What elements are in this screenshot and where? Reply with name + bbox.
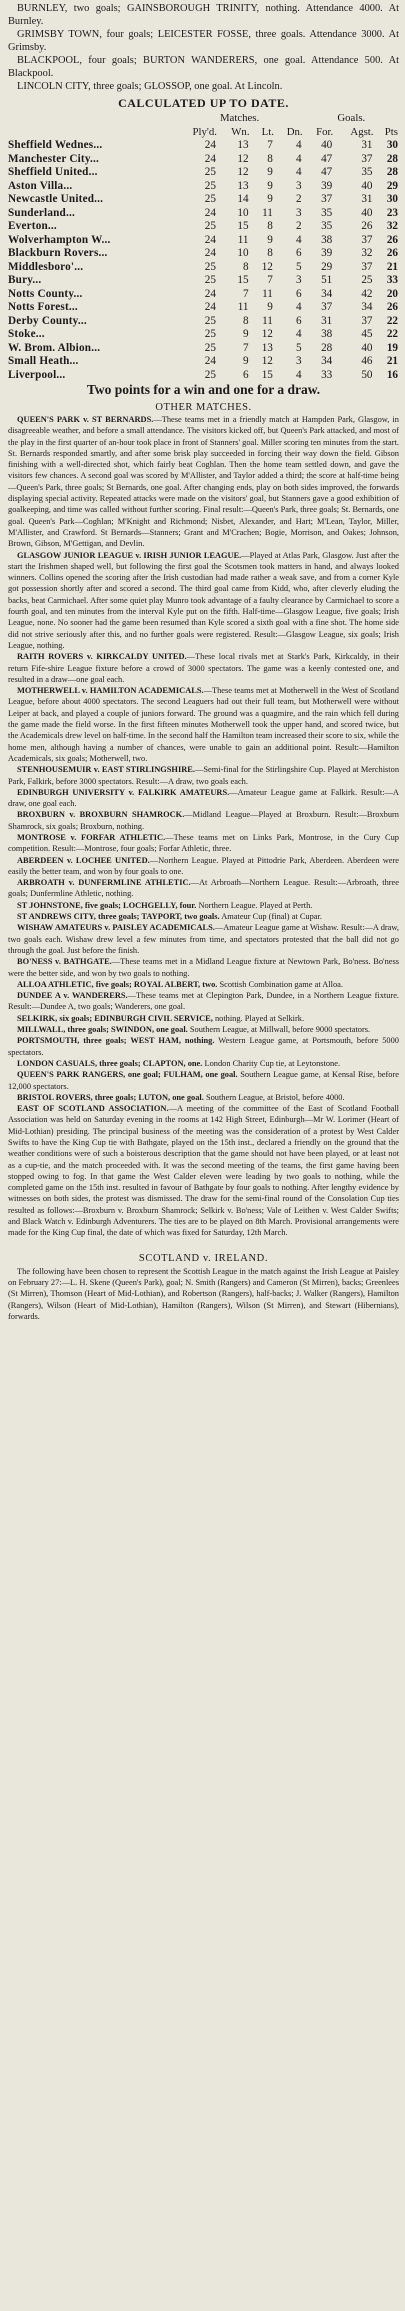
team-name: Sheffield United... (8, 166, 98, 178)
table-row (8, 234, 399, 248)
stat-cell: 47 (321, 166, 333, 178)
table-row (8, 153, 399, 167)
column-header: Pts (384, 125, 398, 138)
match-report-text: Scottish Combination game at Alloa. (217, 979, 343, 989)
match-report-text: Southern League, at Bristol, before 4000. (203, 1092, 345, 1102)
stat-cell: 4 (296, 166, 302, 178)
stat-cell: 15 (237, 274, 249, 286)
stat-cell: 6 (242, 368, 249, 381)
stat-cell: 2 (296, 220, 302, 232)
match-report-lead: MONTROSE v. FORFAR ATHLETIC. (17, 832, 166, 842)
stat-cell: 25 (204, 220, 216, 232)
match-report-text: —These local rivals met at Stark's Park, Kirkcaldy, in their return Fife-shire League fixture before a crowd of 3000 spectators. The game was a keenly contested one, and resulted in a draw—one goal each. (8, 652, 399, 684)
stat-cell: 35 (321, 220, 333, 232)
stat-cell: 9 (242, 355, 249, 367)
stat-cell: 31 (321, 314, 333, 327)
stat-cell: 7 (267, 139, 273, 151)
table-row (8, 288, 399, 302)
match-report-text: —These teams met at Clepington Park, Dundee, in a Northern League fixture. Result:—Dundee A, two goals; Wanderers, one goal. (8, 991, 400, 1012)
stat-cell: 9 (267, 233, 273, 246)
stat-cell: 6 (296, 314, 302, 327)
stat-cell: 11 (262, 314, 273, 327)
result-line: BLACKPOOL, four goals; BURTON WANDERERS, one goal. Attendance 500. At Blackpool. (8, 55, 399, 79)
team-name: W. Brom. Albion... (8, 341, 101, 354)
stat-cell: 4 (296, 301, 302, 313)
stat-cell: 31 (361, 193, 373, 205)
match-report-lead: ST JOHNSTONE, five goals; LOCHGELLY, four. (17, 900, 197, 910)
stat-cell: 34 (321, 355, 333, 367)
match-report-text: —Amateur League game at Wishaw. Result:—A draw, two goals each. Wishaw drew level a few minutes from time, and spectators protested that the ball did not go through the goal. Just before the finish. (8, 923, 399, 955)
stat-cell: 4 (296, 152, 302, 165)
stat-cell: 6 (296, 287, 302, 300)
match-report (8, 1024, 399, 1035)
team-name: Aston Villa... (8, 179, 73, 192)
points-cell: 19 (386, 341, 398, 354)
stat-cell: 3 (296, 206, 302, 219)
stat-cell: 24 (204, 301, 216, 313)
match-report-lead: ALLOA ATHLETIC, five goals; ROYAL ALBERT, two. (17, 979, 218, 989)
table-row (8, 166, 399, 180)
match-report-lead: RAITH ROVERS v. KIRKCALDY UNITED. (17, 652, 187, 662)
stat-cell: 39 (321, 179, 333, 192)
match-report (8, 956, 399, 979)
stat-cell: 12 (261, 328, 273, 340)
match-report (8, 855, 399, 878)
match-report-lead: QUEEN'S PARK RANGERS, one goal; FULHAM, one goal. (17, 1070, 238, 1080)
stat-cell: 12 (261, 355, 273, 367)
team-name: Wolverhampton W... (8, 233, 111, 246)
match-report (8, 1069, 399, 1092)
match-report (8, 1035, 399, 1058)
stat-cell: 7 (242, 287, 249, 300)
points-cell: 21 (386, 260, 398, 273)
stat-cell: 8 (242, 314, 249, 327)
result-line: LINCOLN CITY, three goals; GLOSSOP, one goal. At Lincoln. (17, 81, 283, 92)
stat-cell: 4 (296, 233, 302, 246)
scotland-article (8, 1266, 399, 1322)
match-report (8, 1092, 399, 1103)
stat-cell: 25 (361, 274, 373, 286)
table-row (8, 180, 399, 194)
stat-cell: 24 (204, 233, 216, 246)
match-report (8, 900, 399, 911)
stat-cell: 9 (267, 301, 273, 313)
column-header: Wn. (231, 125, 250, 138)
match-report-text: Southern League, at Millwall, before 9000 spectators. (187, 1025, 371, 1035)
match-report-text: —At Arbroath—Northern League. Result:—Arbroath, three goals; Dunfermline Athletic, nothing. (8, 878, 399, 899)
stat-cell: 40 (361, 341, 373, 354)
team-name: Derby County... (8, 314, 87, 327)
stat-cell: 40 (361, 179, 373, 192)
match-report (8, 764, 399, 787)
table-row (8, 139, 399, 153)
stat-cell: 13 (237, 179, 249, 192)
match-report-lead: EAST OF SCOTLAND ASSOCIATION. (17, 1104, 169, 1114)
stat-cell: 25 (204, 341, 216, 354)
stat-cell: 25 (204, 179, 216, 192)
goals-group-heading: Goals. (337, 112, 366, 124)
stat-cell: 35 (361, 166, 373, 178)
table-row (8, 355, 399, 369)
league-table (8, 112, 399, 382)
stat-cell: 12 (261, 260, 273, 273)
stat-cell: 12 (237, 152, 249, 165)
column-header: Dn. (286, 125, 303, 138)
stat-cell: 37 (321, 301, 333, 313)
stat-cell: 24 (204, 152, 216, 165)
stat-cell: 8 (242, 260, 249, 273)
match-report-lead: BO'NESS v. BATHGATE. (17, 957, 112, 967)
match-report-text: —These teams met at Motherwell in the West of Scotland League, before about 4000 spectators. The second Leaguers had out their full team, but Motherwell were without Leiper at back, and played a couple of juniors forward. The ground was a quagmire, and the rain which fell during the game made the field worse. In the first fifteen minutes Motherwell took the upper hand, and scored twice, but the Academicals drew level on half-time. In the second half the Hamilton team increased their score to six, while the home men, although having a number of chances, were unable to gain an additional point. Result:—Hamilton Academicals, six goals; Motherwell, two. (8, 686, 399, 763)
stat-cell: 37 (361, 260, 373, 273)
stat-cell: 11 (237, 233, 249, 246)
stat-cell: 9 (267, 179, 273, 192)
stat-cell: 37 (321, 193, 333, 205)
stat-cell: 4 (296, 328, 302, 340)
stat-cell: 51 (321, 274, 333, 286)
stat-cell: 10 (237, 247, 249, 259)
stat-cell: 6 (296, 247, 302, 259)
match-report (8, 832, 399, 855)
column-header: Ply'd. (192, 125, 217, 138)
match-report (8, 651, 399, 685)
match-report-text: nothing. Played at Selkirk. (212, 1013, 305, 1023)
match-report (8, 1013, 399, 1024)
match-report-lead: LONDON CASUALS, three goals; CLAPTON, one. (17, 1058, 203, 1068)
points-cell: 30 (386, 193, 398, 205)
match-report-text: —These teams met in a Midland League fixture at Newtown Park, Bo'ness. Bo'ness were the better side, and won by two goals to nothing. (8, 957, 399, 978)
stat-cell: 9 (267, 193, 273, 205)
points-cell: 23 (386, 206, 398, 219)
stat-cell: 39 (321, 247, 333, 259)
table-heading: CALCULATED UP TO DATE. (118, 96, 289, 110)
stat-cell: 45 (361, 328, 373, 340)
points-cell: 32 (386, 220, 398, 232)
stat-cell: 8 (267, 247, 273, 259)
match-report (8, 911, 399, 922)
stat-cell: 24 (204, 287, 216, 300)
match-report (8, 685, 399, 764)
stat-cell: 15 (261, 368, 273, 381)
stat-cell: 37 (361, 314, 373, 327)
table-row (8, 369, 399, 383)
table-row (8, 328, 399, 342)
match-report (8, 922, 399, 956)
match-report-text: —A meeting of the committee of the East of Scotland Football Association was held on Saturday evening in the rooms at 142 High Street, Edinburgh—Mr W. Lorimer (Heart of Mid-Lothian) presiding. The principal business of the meeting was the consideration of a protest by West Calder Swifts to have the King Cup tie with Bathgate, played on the 15th inst., declared a friendly on the ground that the weather conditions were of such a boisterous description that the game should not have been played, or at least not as a cup-tie, and the match proceeded with. It was the second meeting of the teams, the first game having been stopped owing to fog. In that game the West Calder eleven were leading by two goals to nothing, while the completed game on the 15th inst. resulted in favour of Bathgate by four goals to nothing. After lengthy evidence by witnesses on both sides, the protest was dismissed. The draw for the semi-final round of the Consolation Cup ties resulted as follows:—Broxburn v. Broxburn Shamrock; Selkirk v. Bo'ness; Vale of Leithen v. West Calder Swifts; and Black Watch v. Edinburgh Adventurers. The ties are to be played on 8th March. Provisional arrangements were made for the King Cup final, the date of which was fixed for Saturday, 12th March. (8, 1104, 400, 1238)
match-report-lead: DUNDEE A v. WANDERERS. (17, 991, 128, 1001)
match-report-lead: MOTHERWELL v. HAMILTON ACADEMICALS. (17, 686, 204, 696)
scotland-heading: SCOTLAND v. IRELAND. (138, 1252, 269, 1264)
stat-cell: 11 (262, 206, 273, 219)
match-report-text: London Charity Cup tie, at Leytonstone. (202, 1058, 341, 1068)
match-report-lead: WISHAW AMATEURS v. PAISLEY ACADEMICALS. (17, 923, 215, 933)
stat-cell: 37 (361, 233, 373, 246)
other-matches-heading: OTHER MATCHES. (155, 402, 252, 413)
points-cell: 20 (386, 287, 398, 300)
match-report-lead: PORTSMOUTH, three goals; WEST HAM, nothing. (17, 1036, 215, 1046)
stat-cell: 50 (361, 368, 373, 381)
column-header: For. (316, 125, 334, 138)
match-report-text: —Amateur League game at Falkirk. Result:—A draw, one goal each. (8, 787, 399, 809)
stat-cell: 3 (296, 274, 302, 286)
team-name: Small Heath... (8, 355, 79, 367)
points-cell: 26 (386, 247, 398, 259)
team-name: Notts Forest... (8, 301, 78, 313)
matches-group-heading: Matches. (219, 112, 260, 124)
stat-cell: 38 (321, 233, 333, 246)
match-report-lead: SELKIRK, six goals; EDINBURGH CIVIL SERVICE, (17, 1013, 213, 1023)
points-cell: 29 (386, 179, 398, 192)
stat-cell: 8 (267, 152, 273, 165)
table-row (8, 315, 399, 329)
column-header (8, 126, 176, 140)
result-line: BURNLEY, two goals; GAINSBOROUGH TRINITY, nothing. Attendance 4000. At Burnley. (8, 3, 399, 27)
match-report-text: Northern League. Played at Perth. (196, 900, 313, 910)
team-name: Liverpool... (8, 368, 66, 381)
stat-cell: 46 (361, 355, 373, 367)
stat-cell: 15 (237, 220, 249, 232)
match-report-lead: STENHOUSEMUIR v. EAST STIRLINGSHIRE. (17, 765, 195, 775)
match-report-text: —Played at Atlas Park, Glasgow. Just after the start the Irishmen shaped well, but following the first goal the Scotsmen took matters in hand, and always looked winners. Collins opened the scoring after the Irish custodian had made rather a weak save, and from a corner Kyle got possession shortly after and scored a second. The third goal came from Kidd, who, after cleverly eluding the backs, beat Carmichael. After some quiet play Munro took advantage of a faulty clearance by Carmichael to score a fourth goal, and ten minutes from the interval Kyle put on the fifth. Half-time—Glasgow League, five goals; Irish League, none. No sooner had the game been resumed than Kyle scored a sixth goal with a fine shot. The home side did not strive seriously after this, and no further goals were registered. Result:—Glasgow League, six goals; Irish League, nothing. (8, 550, 399, 650)
stat-cell: 35 (321, 206, 333, 219)
match-reports (8, 414, 399, 1239)
stat-cell: 37 (361, 152, 373, 165)
stat-cell: 32 (361, 247, 373, 259)
points-cell: 22 (386, 314, 398, 327)
stat-cell: 25 (204, 193, 216, 205)
team-name: Sunderland... (8, 206, 75, 219)
team-name: Stoke... (8, 328, 45, 340)
team-name: Middlesboro'... (8, 260, 84, 273)
stat-cell: 3 (296, 355, 302, 367)
stat-cell: 12 (237, 166, 249, 178)
table-row (8, 342, 399, 356)
points-cell: 16 (386, 368, 398, 381)
match-report-text: —Midland League—Played at Broxburn. Result:—Broxburn Shamrock, six goals; Broxburn, nothing. (8, 810, 399, 831)
stat-cell: 38 (321, 328, 333, 340)
match-report (8, 414, 399, 550)
match-report-text: —Northern League. Played at Pittodrie Park, Aberdeen. Aberdeen were easily the better team, and won by four goals to one. (8, 855, 399, 876)
match-report (8, 1058, 399, 1069)
points-cell: 30 (386, 139, 398, 151)
match-report (8, 979, 399, 990)
points-cell: 28 (386, 166, 398, 178)
stat-cell: 33 (321, 368, 333, 381)
match-report-lead: MILLWALL, three goals; SWINDON, one goal. (17, 1025, 188, 1035)
stat-cell: 5 (296, 260, 302, 273)
stat-cell: 42 (361, 287, 373, 300)
stat-cell: 13 (237, 139, 249, 151)
stat-cell: 8 (267, 220, 273, 232)
match-report (8, 550, 399, 652)
match-report-lead: ST ANDREWS CITY, three goals; TAYPORT, two goals. (17, 912, 220, 922)
match-report-lead: ARBROATH v. DUNFERMLINE ATHLETIC. (17, 878, 191, 888)
match-report-text: —Semi-final for the Stirlingshire Cup. Played at Merchiston Park, Falkirk, before 3000 spectators. Result:—A draw, two goals each. (8, 765, 400, 786)
stat-cell: 25 (204, 166, 216, 178)
stat-cell: 25 (204, 368, 216, 381)
team-name: Blackburn Rovers... (8, 247, 108, 259)
stat-cell: 4 (296, 139, 302, 151)
stat-cell: 2 (296, 193, 302, 205)
table-row (8, 220, 399, 234)
stat-cell: 10 (237, 206, 249, 219)
column-header: Agst. (350, 125, 374, 138)
team-name: Sheffield Wednes... (8, 139, 103, 151)
stat-cell: 9 (242, 328, 249, 340)
table-row (8, 261, 399, 275)
stat-cell: 28 (321, 341, 333, 354)
table-row (8, 247, 399, 261)
table-row (8, 301, 399, 315)
stat-cell: 24 (204, 206, 216, 219)
table-row (8, 193, 399, 207)
stat-cell: 34 (361, 301, 373, 313)
match-report-lead: ABERDEEN v. LOCHEE UNITED. (17, 855, 150, 865)
stat-cell: 14 (237, 193, 249, 205)
result-line: GRIMSBY TOWN, four goals; LEICESTER FOSSE, three goals. Attendance 3000. At Grimsby. (8, 29, 399, 53)
stat-cell: 7 (267, 274, 273, 286)
stat-cell: 11 (262, 287, 273, 300)
match-report-lead: GLASGOW JUNIOR LEAGUE v. IRISH JUNIOR LEAGUE. (17, 550, 242, 560)
stat-cell: 24 (204, 355, 216, 367)
stat-cell: 40 (361, 206, 373, 219)
scotland-text: The following have been chosen to represent the Scottish League in the match against the Irish League at Paisley on February 27:—L. H. Skene (Queen's Park), goal; N. Smith (Rangers) and Cameron (St Mirren), backs; Greenlees (St Mirren), Thomson (Heart of Mid-Lothian), and Robertson (Rangers), half-backs; J. Walker (Rangers), Hamilton (Rangers), Wilson (Heart of Mid-Lothian), Hamilton (Rangers), Wilson (St Mirren), and Stewart (Hibernians), forwards. (8, 1266, 399, 1321)
points-note: Two points for a win and one for a draw. (86, 382, 321, 397)
column-header: Lt. (261, 125, 274, 138)
table-row (8, 274, 399, 288)
points-cell: 26 (386, 233, 398, 246)
team-name: Bury... (8, 274, 42, 286)
match-report (8, 809, 399, 832)
stat-cell: 3 (296, 179, 302, 192)
stat-cell: 25 (204, 274, 216, 286)
points-cell: 26 (386, 301, 398, 313)
match-report-text: Western League game, at Portsmouth, before 5000 spectators. (8, 1036, 399, 1057)
match-report (8, 1103, 399, 1239)
stat-cell: 34 (321, 287, 333, 300)
stat-cell: 13 (261, 341, 273, 354)
points-cell: 28 (386, 152, 398, 165)
match-report-text: Southern League game, at Kensal Rise, before 12,000 spectators. (8, 1070, 399, 1091)
stat-cell: 25 (204, 314, 216, 327)
stat-cell: 4 (296, 368, 302, 381)
team-name: Notts County... (8, 287, 83, 300)
stat-cell: 40 (321, 139, 333, 151)
points-cell: 22 (386, 328, 398, 340)
stat-cell: 5 (296, 341, 302, 354)
stat-cell: 26 (361, 220, 373, 232)
stat-cell: 11 (237, 301, 249, 313)
match-report-lead: QUEEN'S PARK v. ST BERNARDS. (17, 415, 154, 424)
points-cell: 21 (386, 355, 398, 367)
match-report-lead: BRISTOL ROVERS, three goals; LUTON, one goal. (17, 1092, 204, 1102)
stat-cell: 25 (204, 260, 216, 273)
match-report-lead: BROXBURN v. BROXBURN SHAMROCK. (17, 810, 185, 820)
table-column-header (8, 126, 399, 140)
stat-cell: 9 (267, 166, 273, 178)
stat-cell: 47 (321, 152, 333, 165)
stat-cell: 31 (361, 139, 373, 151)
table-row (8, 207, 399, 221)
match-report (8, 990, 399, 1013)
team-name: Everton... (8, 220, 57, 232)
match-report-text: —These teams met in a friendly match at Hampden Park, Glasgow, in disagreeable weather, and before a small attendance. The visitors kicked off, but Queen's Park attacked, and most of the play in the first quarter of an-hour took place in front of Stanners' goal. Miller scoring ten minutes from the start. St. Bernards responded smartly, and after some brisk play succeeded in forcing their way down the field. Gibson finishing with a well-directed shot, which fairly beat Coghlan. Then the home team settled down, and gave the visitors few chances. A second goal was scored by M'Allister, and Taylor added a third; the score at half-time being—Queen's Park, three goals; St Bernards, one goal. After changing ends, play on both sides improved, the forwards displaying special activity. Repeated attacks were made on the visitors' goal, but Stanners gave a good exhibition of goalkeeping, and time was called without further scoring. Final result:—Queen's Park, three goals; St. Bernards, one goal. Queen's Park—Coghlan; M'Knight and Richmond; Nisbet, Alexander, and Hart; M'Lean, Taylor, Miller, M'Allister, and Crawford. St Bernards—Stanners; Grant and M'Crachen; Bogie, Morrison, and Oakes; Johnson, Brown, Gibson, M'Gettigan, and Devlin. (8, 415, 399, 549)
stat-cell: 7 (242, 341, 249, 354)
match-report-text: —These teams met on Links Park, Montrose, in the Cury Cup competition. Result:—Montrose, four goals; Forfar Athletic, three. (8, 832, 399, 854)
table-group-header (8, 112, 399, 126)
stat-cell: 24 (204, 139, 216, 151)
points-cell: 33 (386, 274, 398, 286)
stat-cell: 24 (204, 247, 216, 259)
league-table-body (8, 139, 399, 382)
team-name: Newcastle United... (8, 193, 104, 205)
match-report (8, 877, 399, 900)
team-name: Manchester City... (8, 152, 100, 165)
match-report-text: Amateur Cup (final) at Cupar. (219, 912, 322, 922)
results-list (8, 2, 399, 93)
match-report (8, 787, 399, 810)
stat-cell: 25 (204, 328, 216, 340)
match-report-lead: EDINBURGH UNIVERSITY v. FALKIRK AMATEURS. (17, 787, 230, 797)
stat-cell: 29 (321, 260, 333, 273)
